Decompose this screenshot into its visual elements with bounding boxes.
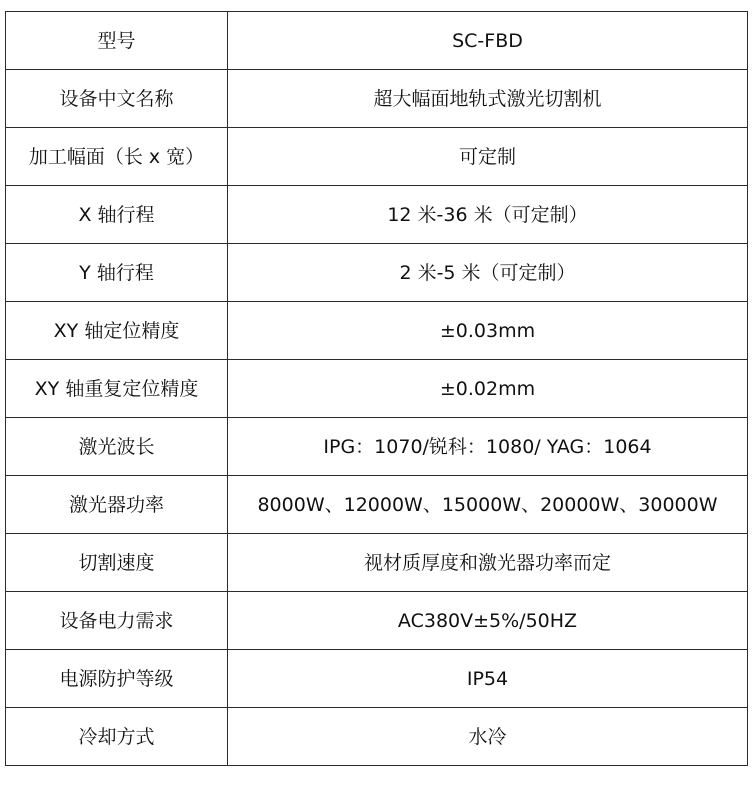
row-value: AC380V±5%/50HZ [228,592,748,650]
row-label: 加工幅面（长 x 宽） [6,128,228,186]
row-value: ±0.02mm [228,360,748,418]
table-row-cutting-speed [6,534,748,592]
row-value: ±0.03mm [228,302,748,360]
row-value: 2 米-5 米（可定制） [228,244,748,302]
specification-table-body [6,12,748,766]
row-label: 电源防护等级 [6,650,228,708]
row-label: XY 轴重复定位精度 [6,360,228,418]
table-row-laser-power [6,476,748,534]
row-label: 切割速度 [6,534,228,592]
row-value: 超大幅面地轨式激光切割机 [228,70,748,128]
row-value: 12 米-36 米（可定制） [228,186,748,244]
table-row-model [6,12,748,70]
row-label: 激光波长 [6,418,228,476]
table-row-chinese-name [6,70,748,128]
table-row-y-axis-travel [6,244,748,302]
row-label: Y 轴行程 [6,244,228,302]
table-row-protection-level [6,650,748,708]
row-label: XY 轴定位精度 [6,302,228,360]
row-value: 水冷 [228,708,748,766]
row-value: IP54 [228,650,748,708]
row-value: 可定制 [228,128,748,186]
row-label: 激光器功率 [6,476,228,534]
table-row-laser-wavelength [6,418,748,476]
table-row-x-axis-travel [6,186,748,244]
row-value: IPG：1070/锐科：1080/ YAG：1064 [228,418,748,476]
row-label: X 轴行程 [6,186,228,244]
table-row-power-requirement [6,592,748,650]
row-value: 8000W、12000W、15000W、20000W、30000W [228,476,748,534]
table-row-positioning-accuracy [6,302,748,360]
row-label: 型号 [6,12,228,70]
table-row-cooling-method [6,708,748,766]
table-row-repeat-positioning-accuracy [6,360,748,418]
table-row-processing-area [6,128,748,186]
specification-table [5,11,748,766]
row-value: SC-FBD [228,12,748,70]
row-label: 冷却方式 [6,708,228,766]
row-value: 视材质厚度和激光器功率而定 [228,534,748,592]
row-label: 设备电力需求 [6,592,228,650]
row-label: 设备中文名称 [6,70,228,128]
